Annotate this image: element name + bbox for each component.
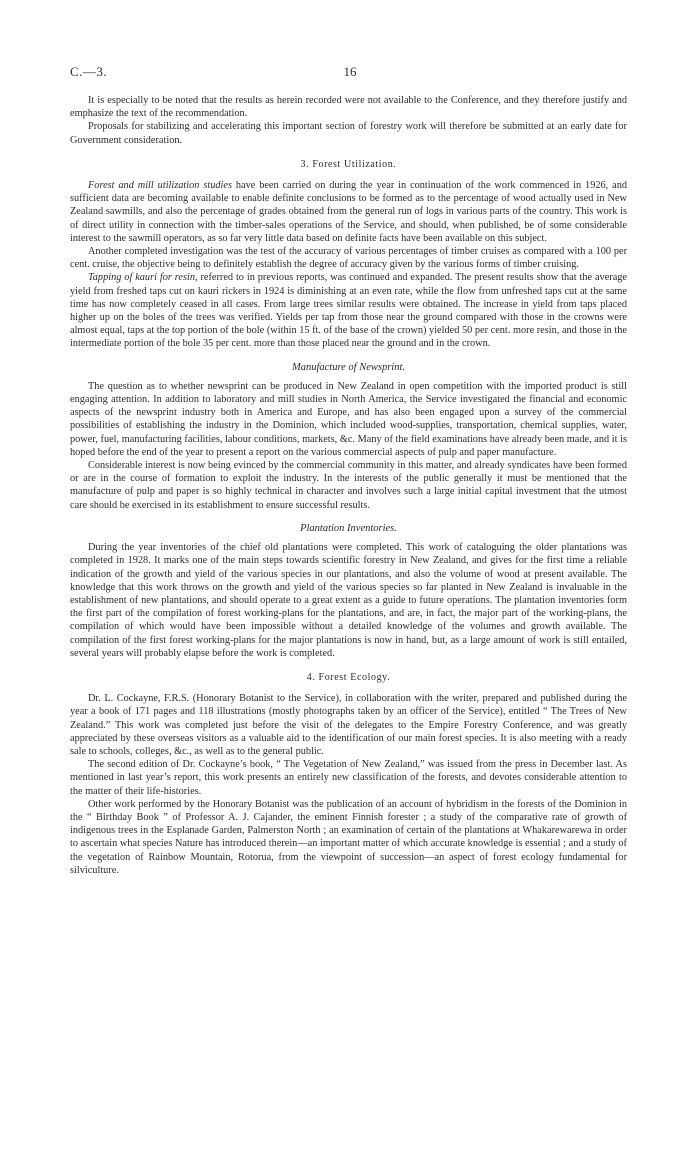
intro-paragraph-2: Proposals for stabilizing and accelerating this important section of forestry work will therefore be submitted at an early date for Government consideration. <box>70 121 627 146</box>
utilization-paragraph-3 <box>70 271 627 350</box>
utilization-lead: Forest and mill utilization studies <box>88 180 232 192</box>
utilization-paragraph-1 <box>70 179 627 245</box>
ecology-paragraph-3: Other work performed by the Honorary Botanist was the publication of an account of hybridism in the forests of the Dominion in the “ Birthday Book ” of Professor A. J. Cajander, the eminent Finnish forester ; a study of the comparative rate of growth of indigenous trees in the Esplanade Garden, Palmerston North ; an examination of certain of the plantations at Whakarewarewa in order to ascertain what species Nature has introduced therein—an important matter of which accurate knowledge is essential ; and a study of the vegetation of Rainbow Mountain, Rotorua, from the viewpoint of succession—an aspect of forest ecology fundamental for silviculture. <box>70 798 627 876</box>
page-number: 16 <box>343 64 357 79</box>
section-heading-forest-ecology: 4. Forest Ecology. <box>306 671 391 683</box>
report-code: C.—3. <box>70 64 108 79</box>
newsprint-paragraph-1: The question as to whether newsprint can be produced in New Zealand in open competition with the imported product is still engaging attention. In addition to laboratory and mill studies in North America, the Service investigated the financial and economic aspects of the newsprint industry both in America and Europe, and has also been engaged upon a survey of the commercial possibilities of establishing the industry in the Dominion, which included wood-supplies, transportation, chemical supplies, water, power, fuel, manufacturing facilities, labour conditions, markets, &c. Many of the field examinations have already been made, and it is hoped before the end of the year to present a report on the various commercial aspects of pulp and paper manufacture. <box>70 380 627 458</box>
newsprint-paragraph-2: Considerable interest is now being evinced by the commercial community in this matter, and already syndicates have been formed or are in the course of formation to exploit the industry. In the interests of the public generally it must be mentioned that the manufacture of pulp and paper is so highly technical in character and involves such a large initial capital investment that the utmost care should be exercised in its establishment to ensure successful results. <box>70 460 627 511</box>
utilization-paragraph-2: Another completed investigation was the test of the accuracy of various percentages of timber cruises as compared with a 100 per cent. cruise, the objective being to definitely establish the degree of accuracy given by the various forms of timber cruising. <box>70 246 627 271</box>
intro-paragraph-1: It is especially to be noted that the results as herein recorded were not available to the Conference, and they therefore justify and emphasize the text of the recommendation. <box>70 95 627 120</box>
subheading-newsprint: Manufacture of Newsprint. <box>291 361 406 373</box>
ecology-paragraph-2: The second edition of Dr. Cockayne’s book, “ The Vegetation of New Zealand,” was issued from the press in December last. As mentioned in last year’s report, this work presents an entirely new classification of the forests, and devotes considerable attention to the matter of their life-histories. <box>70 759 627 797</box>
kauri-text: referred to in previous reports, was continued and expanded. The present results show that the average yield from freshed taps cut on kauri rickers in 1924 is diminishing at an even rate, while the flow from unfreshed taps cut at the same time has now completely ceased in all cases. From large trees similar results were obtained. The increase in yield from taps placed higher up on the boles of the trees was verified. Yields per tap from those near the ground compared with those in the crowns were almost equal, taps at the top portion of the bole (within 15 ft. of the base of the crown) yielded 50 per cent. more resin, and those in the intermediate portion of the bole 35 per cent. more than those placed near the ground and in the crown. <box>70 272 627 350</box>
ecology-paragraph-1: Dr. L. Cockayne, F.R.S. (Honorary Botanist to the Service), in collaboration with the writer, prepared and published during the year a book of 171 pages and 118 illustrations (mostly photographs taken by an officer of the Service), entitled “ The Trees of New Zealand.” This work was completed just before the visit of the delegates to the Empire Forestry Conference, and was greatly appreciated by these overseas visitors as a valuable aid to the identification of our main forest species. It is also meeting with a ready sale to schools, colleges, &c., as well as to the general public. <box>70 693 627 757</box>
section-heading-forest-utilization: 3. Forest Utilization. <box>300 158 397 170</box>
page-body <box>70 94 627 877</box>
kauri-lead: Tapping of kauri for resin, <box>88 272 198 284</box>
utilization-text: have been carried on during the year in continuation of the work commenced in 1926, and sufficient data are becoming available to enable definite conclusions to be formed as to the percentage of wood actually used in New Zealand sawmills, and also the percentage of grades obtained from the general run of logs in various parts of the country. This work is of direct utility in connection with the timber-sales operations of the Service, and should, when published, be of some considerable interest to the sawmill operators, as so far very little data based on definite facts have been available on this subject. <box>70 180 627 244</box>
plantation-paragraph-1: During the year inventories of the chief old plantations were completed. This work of cataloguing the older plantations was completed in 1928. It marks one of the main steps towards scientific forestry in New Zealand, and gives for the first time a reliable indication of the growth and yield of the various species in our plantations, and also the volume of wood at present available. The knowledge that this work throws on the growth and yield of the various species so far planted in New Zealand is invaluable in the establishment of new plantations, and should operate to a great extent as a guide to future operations. The plantation inventories form the first part of the compilation of forest working-plans for the plantations, and are, in fact, the major part of the working-plans, the compilation of which would have been impossible without a detailed knowledge of the volumes and growth available. The compilation of the first forest working-plans for the major plantations is now in hand, but, as a large amount of work is still entailed, several years will probably elapse before the work is completed. <box>70 542 627 659</box>
subheading-plantation-inventories: Plantation Inventories. <box>300 522 397 534</box>
